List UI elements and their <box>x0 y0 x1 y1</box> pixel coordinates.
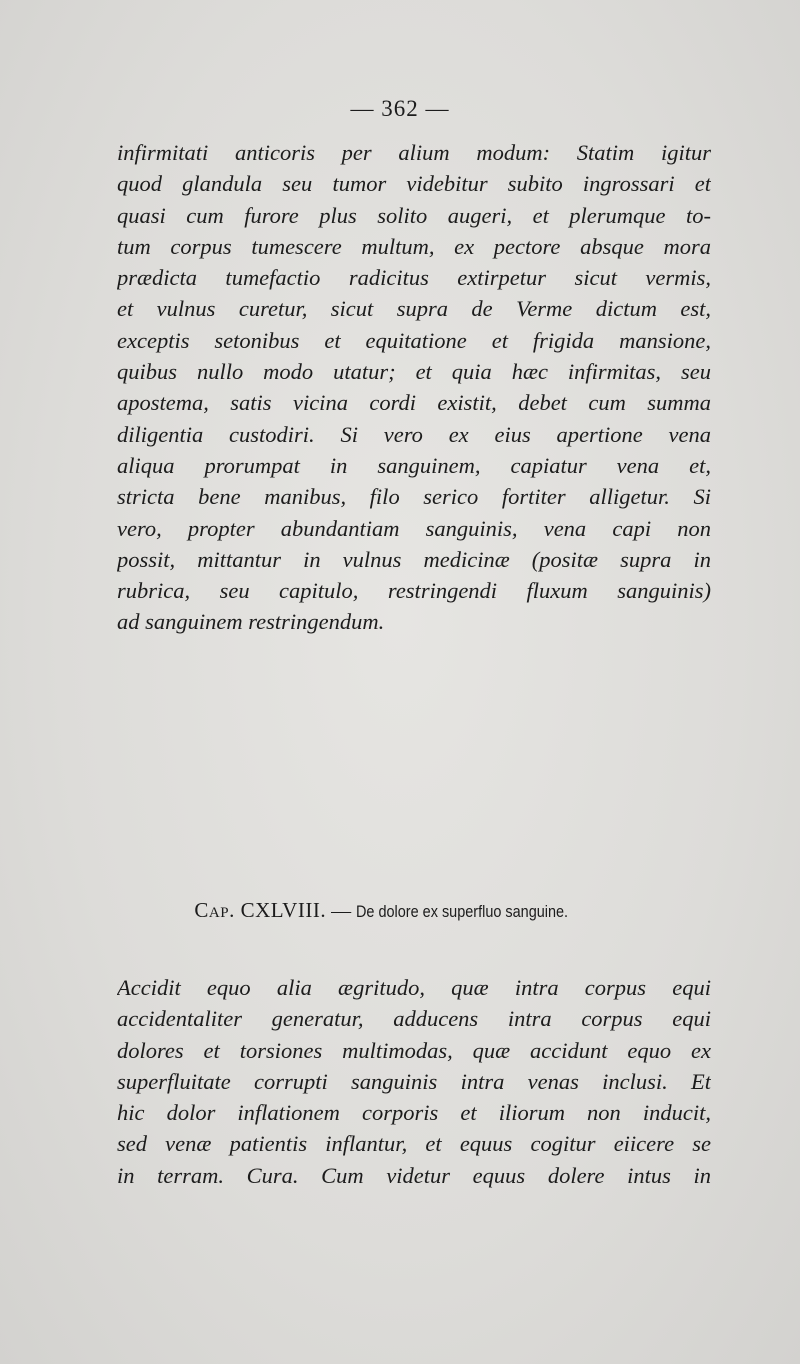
chapter-heading <box>0 898 800 923</box>
text-line: aliqua prorumpat in sanguinem, capiatur vena et, <box>117 452 711 478</box>
text-line: superfluitate corrupti sanguinis intra venas inclusi. Et <box>117 1068 711 1094</box>
chapter-label: Cap. CXLVIII. <box>194 898 327 922</box>
text-line: hic dolor inflationem corporis et iliorum non inducit, <box>117 1100 711 1126</box>
text-line: Accidit equo alia ægritudo, quæ intra corpus equi <box>117 975 711 1000</box>
text-line: in terram. Cura. Cum videtur equus dolere intus in <box>117 1162 711 1188</box>
text-line: tum corpus tumescere multum, ex pectore absque mora <box>117 233 711 259</box>
text-line: quibus nullo modo utatur; et quia hæc infirmitas, seu <box>117 359 711 385</box>
chapter-title: De dolore ex superfluo sanguine. <box>356 902 569 921</box>
paragraph-2 <box>117 972 711 1191</box>
text-line: rubrica, seu capitulo, restringendi fluxum sanguinis) <box>117 578 711 604</box>
text-line: possit, mittantur in vulnus medicinæ (positæ supra in <box>117 546 711 572</box>
page-number: — 362 — <box>350 96 450 121</box>
text-line: et vulnus curetur, sicut supra de Verme dictum est, <box>117 296 711 322</box>
text-line: infirmitati anticoris per alium modum: Statim igitur <box>117 140 711 165</box>
text-line: vero, propter abundantiam sanguinis, vena capi non <box>117 515 711 541</box>
text-line: exceptis setonibus et equitatione et frigida mansione, <box>117 327 711 353</box>
paragraph-1 <box>117 137 711 638</box>
text-line: prædicta tumefactio radicitus extirpetur sicut vermis, <box>117 265 711 291</box>
chapter-dash: — <box>331 900 352 922</box>
text-line: apostema, satis vicina cordi existit, debet cum summa <box>117 390 711 416</box>
text-line: accidentaliter generatur, adducens intra corpus equi <box>117 1006 711 1032</box>
text-line: stricta bene manibus, filo serico fortiter alligetur. Si <box>117 484 711 510</box>
text-line: diligentia custodiri. Si vero ex eius apertione vena <box>117 421 711 447</box>
text-line: ad sanguinem restringendum. <box>117 609 385 635</box>
text-line: sed venæ patientis inflantur, et equus cogitur eiicere se <box>117 1131 711 1157</box>
text-line: quod glandula seu tumor videbitur subito ingrossari et <box>117 171 711 197</box>
text-line: dolores et torsiones multimodas, quæ accidunt equo ex <box>117 1037 711 1063</box>
text-line: quasi cum furore plus solito augeri, et plerumque to- <box>117 202 711 228</box>
